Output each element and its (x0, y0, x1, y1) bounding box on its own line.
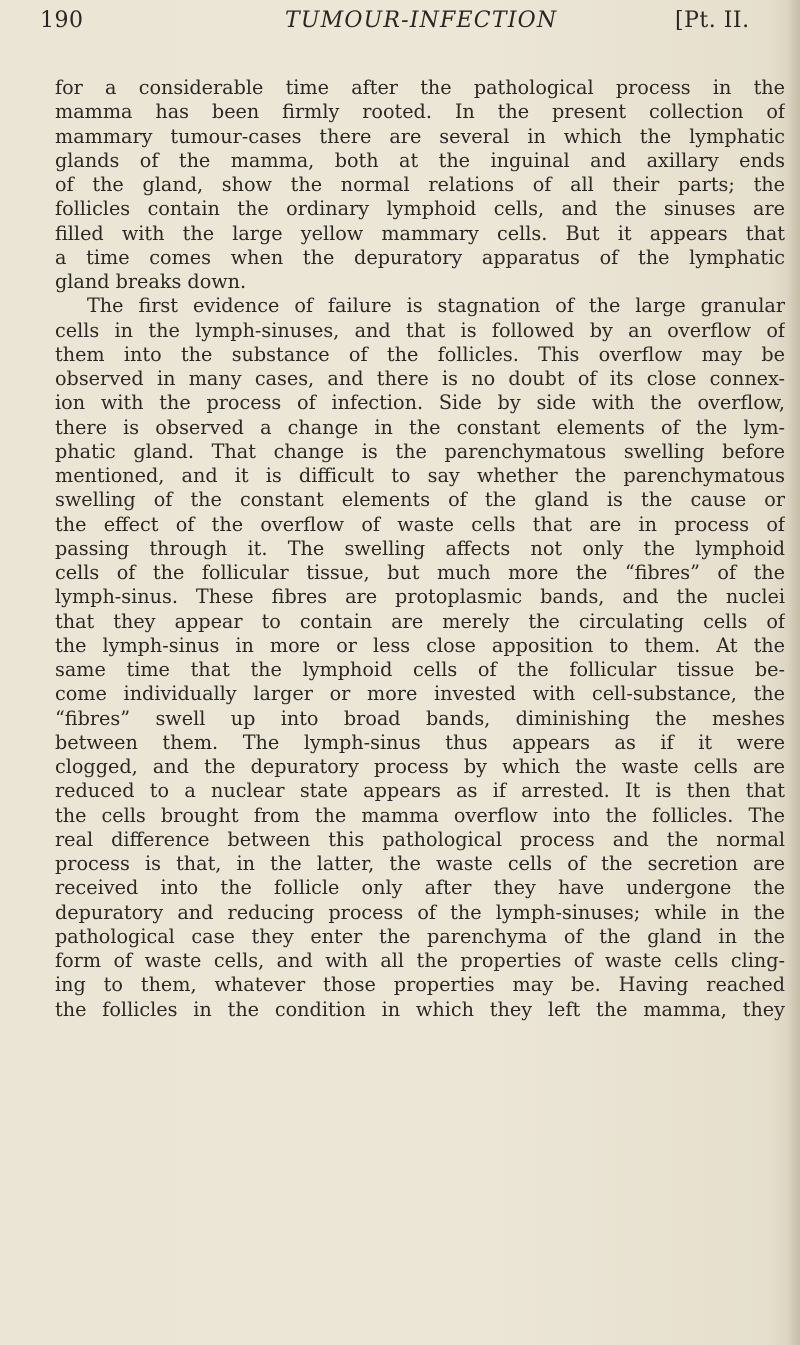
text-line: received into the follicle only after they have undergone the (55, 876, 785, 900)
text-line: there is observed a change in the constant elements of the lym- (55, 415, 785, 439)
text-line: glands of the mamma, both at the inguinal and axillary ends (55, 148, 785, 172)
text-line: observed in many cases, and there is no doubt of its close connex- (55, 367, 785, 390)
text-line: form of waste cells, and with all the properties of waste cells cling- (55, 949, 785, 972)
text-line: mammary tumour-cases there are several in which the lymphatic (55, 124, 785, 148)
text-line: swelling of the constant elements of the gland is the cause or (55, 488, 785, 512)
text-line: them into the substance of the follicles. This overflow may be (55, 342, 785, 366)
text-line: of the gland, show the normal relations of all their parts; the (55, 173, 785, 196)
text-line: the follicles in the condition in which they left the mamma, they (55, 997, 785, 1021)
body-text (55, 76, 785, 1022)
paragraph-2 (55, 294, 785, 1022)
text-line: the lymph-sinus in more or less close apposition to them. At the (55, 633, 785, 657)
text-line: cells in the lymph-sinuses, and that is followed by an overflow of (55, 318, 785, 342)
text-line: real difference between this pathological process and the normal (55, 827, 785, 851)
paragraph-1 (55, 76, 785, 294)
running-head (40, 8, 785, 48)
text-line: cells of the follicular tissue, but much more the “fibres” of the (55, 561, 785, 584)
text-line: follicles contain the ordinary lymphoid cells, and the sinuses are (55, 197, 785, 221)
text-line: filled with the large yellow mammary cells. But it appears that (55, 221, 785, 245)
text-line: gland breaks down. (55, 270, 247, 293)
text-line: mamma has been firmly rooted. In the present collection of (55, 100, 785, 124)
text-line: reduced to a nuclear state appears as if arrested. It is then that (55, 779, 785, 803)
text-line: “fibres” swell up into broad bands, diminishing the meshes (55, 706, 785, 730)
text-line: ion with the process of infection. Side by side with the overflow, (55, 391, 785, 415)
text-line: clogged, and the depuratory process by which the waste cells are (55, 755, 785, 778)
text-line: The first evidence of failure is stagnation of the large granular (87, 294, 785, 318)
running-title: TUMOUR-INFECTION (285, 8, 558, 33)
text-line: a time comes when the depuratory apparatus of the lymphatic (55, 245, 785, 269)
text-line: depuratory and reducing process of the lymph-sinuses; while in the (55, 900, 785, 924)
text-line: between them. The lymph-sinus thus appears as if it were (55, 730, 785, 754)
text-line: lymph-sinus. These fibres are protoplasmic bands, and the nuclei (55, 585, 785, 609)
text-line: phatic gland. That change is the parenchymatous swelling before (55, 439, 785, 463)
page-number: 190 (40, 8, 84, 33)
text-line: that they appear to contain are merely the circulating cells of (55, 609, 785, 633)
text-line: same time that the lymphoid cells of the follicular tissue be- (55, 658, 785, 681)
text-line: the cells brought from the mamma overflow into the follicles. The (55, 803, 785, 827)
part-label: [Pt. II. (675, 8, 750, 33)
text-line: process is that, in the latter, the waste cells of the secretion are (55, 852, 785, 875)
text-line: come individually larger or more invested with cell-substance, the (55, 682, 785, 706)
page-edge-shadow (786, 0, 800, 1345)
text-line: mentioned, and it is difficult to say whether the parenchymatous (55, 464, 785, 487)
text-line: passing through it. The swelling affects not only the lymphoid (55, 536, 785, 560)
text-line: pathological case they enter the parenchyma of the gland in the (55, 924, 785, 948)
text-line: the effect of the overflow of waste cells that are in process of (55, 512, 785, 536)
text-line: for a considerable time after the pathological process in the (55, 76, 785, 99)
text-line: ing to them, whatever those properties may be. Having reached (55, 973, 785, 997)
